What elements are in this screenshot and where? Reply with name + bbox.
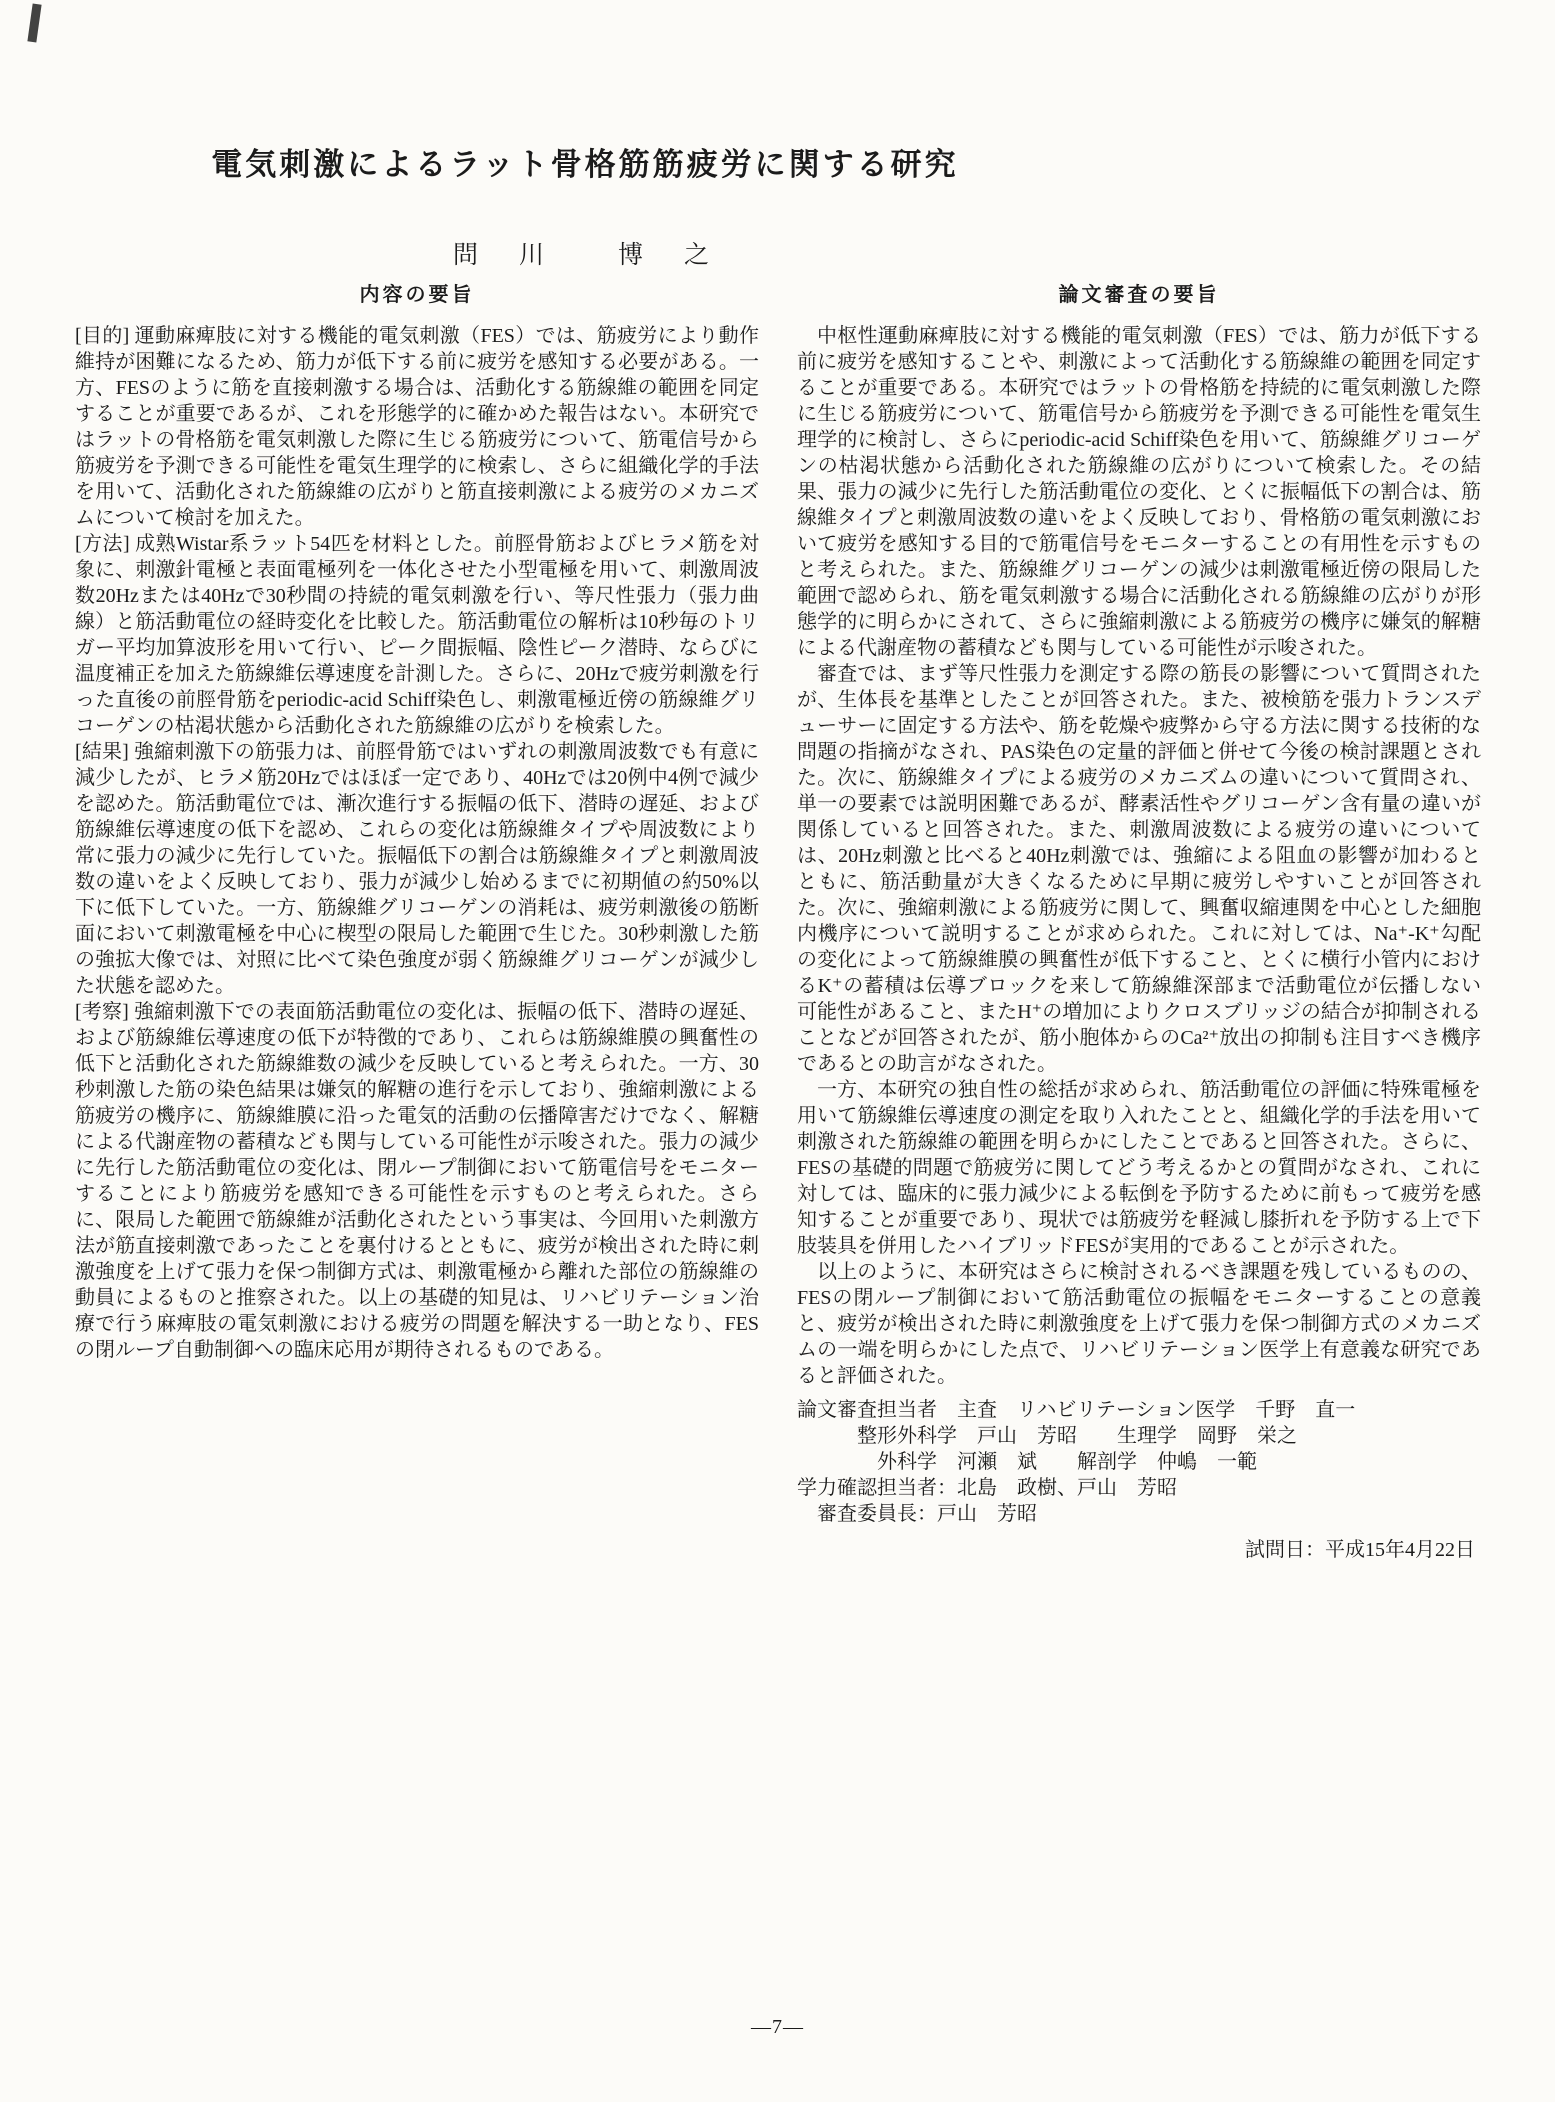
left-column-content-summary [75, 278, 759, 1563]
review-paragraph-originality: 一方、本研究の独自性の総括が求められ、筋活動電位の評価に特殊電極を用いて筋線維伝導速度の測定を取り入れたことと、組織化学的手法を用いて刺激された筋線維の範囲を明らかにしたことであると回答された。さらに、FESの基礎的問題で筋疲労に関してどう考えるかとの質問がなされ、これに対しては、臨床的に張力減少による転倒を予防するために前もって疲労を感知することが重要であり、現状では筋疲労を軽減し膝折れを予防する上で下肢装具を併用したハイブリッドFESが実用的であることが示された。 [797, 1079, 1481, 1257]
author-name: 問 川 博 之 [452, 242, 717, 270]
committee-line-qualification: 学力確認担当者：北島 政樹、戸山 芳昭 [797, 1477, 1177, 1499]
review-paragraph-conclusion: 以上のように、本研究はさらに検討されるべき課題を残しているものの、FESの閉ループ制御において筋活動電位の振幅をモニターすることの意義と、疲労が検出された時に刺激強度を上げて張力を保つ制御方式のメカニズムの一端を明らかにした点で、リハビリテーション医学上有意義な研究であると評価された。 [797, 1261, 1481, 1387]
committee-block [797, 1397, 1481, 1527]
right-column-review-summary [797, 278, 1481, 1563]
paragraph-discussion: [考察] 強縮刺激下での表面筋活動電位の変化は、振幅の低下、潜時の遅延、および筋線維伝導速度の低下が特徴的であり、これらは筋線維膜の興奮性の低下と活動化された筋線維数の減少を反映していると考えられた。一方、30秒刺激した筋の染色結果は嫌気的解糖の進行を示しており、強縮刺激による筋疲労の機序に、筋線維膜に沿った電気的活動の伝播障害だけでなく、解糖による代謝産物の蓄積なども関与している可能性が示唆された。張力の減少に先行した筋活動電位の変化は、閉ループ制御において筋電信号をモニターすることにより筋疲労を感知できる可能性を示すものと考えられた。さらに、限局した範囲で筋線維が活動化されたという事実は、今回用いた刺激方法が筋直接刺激であったことを裏付けるとともに、疲労が検出された時に刺激強度を上げて張力を保つ制御方式は、刺激電極から離れた部位の筋線維の動員によるものと推察された。以上の基礎的知見は、リハビリテーション治療で行う麻痺肢の電気刺激における疲労の問題を解決する一助となり、FESの閉ループ自動制御への臨床応用が期待されるものである。 [75, 1001, 759, 1361]
review-paragraph-examination: 審査では、まず等尺性張力を測定する際の筋長の影響について質問されたが、生体長を基準としたことが回答された。また、被検筋を張力トランスデューサーに固定する方法や、筋を乾燥や疲弊から守る方法に関する技術的な問題の指摘がなされ、PAS染色の定量的評価と併せて今後の検討課題とされた。次に、筋線維タイプによる疲労のメカニズムの違いについて質問され、単一の要素では説明困難であるが、酵素活性やグリコーゲン含有量の違いが関係していると回答された。また、刺激周波数による疲労の違いについては、20Hz刺激と比べると40Hz刺激では、強縮による阻血の影響が加わるとともに、筋活動量が大きくなるために早期に疲労しやすいことが回答された。次に、強縮刺激による筋疲労に関して、興奮収縮連関を中心とした細胞内機序について説明することが求められた。これに対しては、Na⁺-K⁺勾配の変化によって筋線維膜の興奮性が低下すること、とくに横行小管内におけるK⁺の蓄積は伝導ブロックを来して筋線維深部まで活動電位が伝播しない可能性があること、またH⁺の増加によりクロスブリッジの結合が抑制されることなどが回答されたが、筋小胞体からのCa²⁺放出の抑制も注目すべき機序であるとの助言がなされた。 [797, 663, 1481, 1075]
two-column-layout [75, 278, 1481, 1563]
right-column-header: 論文審査の要旨 [1058, 284, 1220, 306]
paragraph-purpose: [目的] 運動麻痺肢に対する機能的電気刺激（FES）では、筋疲労により動作維持が困難になるため、筋力が低下する前に疲労を感知する必要がある。一方、FESのように筋を直接刺激する場合は、活動化する筋線維の範囲を同定することが重要であるが、これを形態学的に確かめた報告はない。本研究ではラットの骨格筋を電気刺激した際に生じる筋疲労について、筋電信号から筋疲労を予測できる可能性を電気生理学的に検索し、さらに組織化学的手法を用いて、活動化された筋線維の広がりと筋直接刺激による疲労のメカニズムについて検討を加えた。 [75, 325, 759, 529]
scan-artifact [27, 4, 41, 43]
page-number: —7— [751, 2016, 804, 2038]
examination-date: 試問日：平成15年4月22日 [1245, 1539, 1475, 1561]
paragraph-methods: [方法] 成熟Wistar系ラット54匹を材料とした。前脛骨筋およびヒラメ筋を対象に、刺激針電極と表面電極列を一体化させた小型電極を用いて、刺激周波数20Hzまたは40Hzで30秒間の持続的電気刺激を行い、等尺性張力（張力曲線）と筋活動電位の経時変化を比較した。筋活動電位の解析は10秒毎のトリガー平均加算波形を用いて行い、ピーク間振幅、陰性ピーク潜時、ならびに温度補正を加えた筋線維伝導速度を計測した。さらに、20Hzで疲労刺激を行った直後の前脛骨筋をperiodic-acid Schiff染色し、刺激電極近傍の筋線維グリコーゲンの枯渇状態から活動化された筋線維の広がりを検索した。 [75, 533, 759, 737]
committee-line-members-2: 外科学 河瀬 斌 解剖学 仲嶋 一範 [797, 1451, 1257, 1473]
committee-line-members-1: 整形外科学 戸山 芳昭 生理学 岡野 栄之 [797, 1425, 1297, 1447]
committee-line-examiners: 論文審査担当者 主査 リハビリテーション医学 千野 直一 [797, 1399, 1356, 1421]
review-paragraph-overview: 中枢性運動麻痺肢に対する機能的電気刺激（FES）では、筋力が低下する前に疲労を感知することや、刺激によって活動化する筋線維の範囲を同定することが重要である。本研究ではラットの骨格筋を持続的に電気刺激した際に生じる筋疲労について、筋電信号から筋疲労を予測できる可能性を電気生理学的に検討し、さらにperiodic-acid Schiff染色を用いて、筋線維グリコーゲンの枯渇状態から活動化された筋線維の広がりについて検索した。その結果、張力の減少に先行した筋活動電位の変化、とくに振幅低下の割合は、筋線維タイプと刺激周波数の違いをよく反映しており、骨格筋の電気刺激において疲労を感知する目的で筋電信号をモニターすることの有用性を示すものと考えられた。また、筋線維グリコーゲンの減少は刺激電極近傍の限局した範囲で認められ、筋を電気刺激する場合に活動化される筋線維の広がりが形態学的に明らかにされて、さらに強縮刺激による筋疲労の機序に嫌気的解糖による代謝産物の蓄積なども関与している可能性が示唆された。 [797, 325, 1481, 659]
paragraph-results: [結果] 強縮刺激下の筋張力は、前脛骨筋ではいずれの刺激周波数でも有意に減少したが、ヒラメ筋20Hzではほぼ一定であり、40Hzでは20例中4例で減少を認めた。筋活動電位では、漸次進行する振幅の低下、潜時の遅延、および筋線維伝導速度の低下を認め、これらの変化は筋線維タイプや周波数により常に張力の減少に先行していた。振幅低下の割合は筋線維タイプと刺激周波数の違いをよく反映しており、張力が減少し始めるまでに初期値の約50%以下に低下していた。一方、筋線維グリコーゲンの消耗は、疲労刺激後の筋断面において刺激電極を中心に楔型の限局した範囲で生じた。30秒刺激した筋の強拡大像では、対照に比べて染色強度が弱く筋線維グリコーゲンが減少した状態を認めた。 [75, 741, 759, 997]
left-column-header: 内容の要旨 [359, 284, 475, 306]
page-title: 電気刺激によるラット骨格筋筋疲労に関する研究 [211, 147, 959, 182]
title-block [65, 146, 1105, 271]
committee-line-chair: 審査委員長：戸山 芳昭 [797, 1503, 1037, 1525]
